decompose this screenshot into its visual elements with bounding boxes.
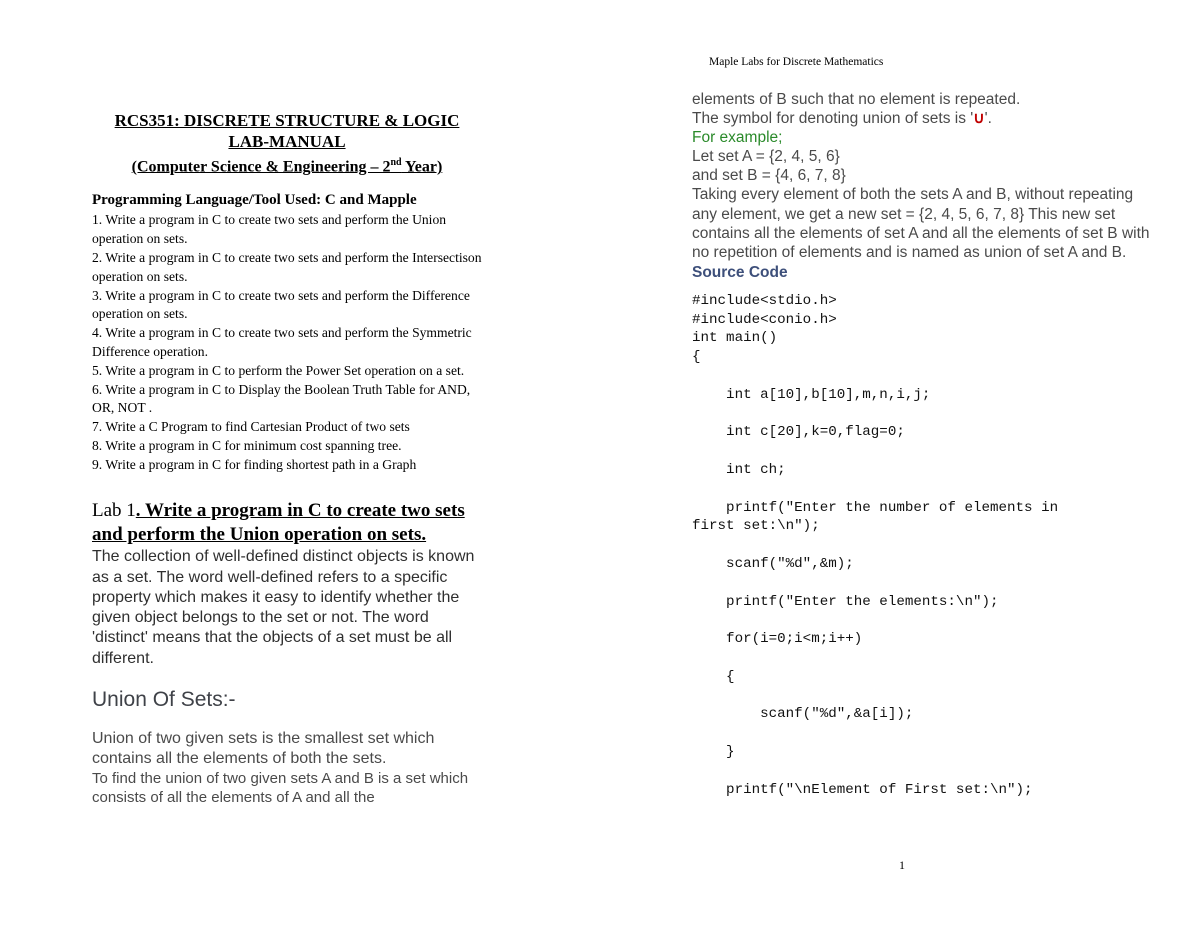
running-header: Maple Labs for Discrete Mathematics [709,56,884,68]
union-symbol: ∪ [973,110,985,128]
symbol-end: '. [984,110,992,128]
branch-year-end: Year) [401,158,443,176]
task-item: 4. Write a program in C to create two sets and perform the Symmetric Difference operation. [92,325,472,359]
source-code-heading: Source Code [692,263,788,281]
task-item: 3. Write a program in C to create two sets and perform the Difference operation on sets. [92,287,470,322]
branch-year [92,152,482,177]
task-item: 8. Write a program in C for minimum cost spanning tree. [92,437,402,453]
task-list [92,211,482,474]
right-column [692,90,1162,799]
left-column [92,110,482,807]
symbol-text: The symbol for denoting union of sets is ' [692,110,974,128]
lab-heading [92,499,482,547]
manual-title: LAB-MANUAL [228,132,346,151]
branch-year-sup: nd [390,157,402,168]
page-number: 1 [899,858,905,872]
programming-heading: Programming Language/Tool Used: C and Mapple [92,192,417,209]
lab-title: . Write a program in C to create two sets and perform the Union operation on sets. [92,500,465,546]
task-item: 2. Write a program in C to create two sets and perform the Intersectison operation on sets. [92,249,482,284]
example-label: For example; [692,129,783,147]
union-symbol-line [692,109,1162,128]
task-item: 5. Write a program in C to perform the Power Set operation on a set. [92,362,465,378]
task-item: 9. Write a program in C for finding shortest path in a Graph [92,456,417,472]
branch-year-text: (Computer Science & Engineering – 2 [131,158,391,176]
lab-number: Lab 1 [92,500,136,522]
task-item: 6. Write a program in C to Display the Boolean Truth Table for AND, OR, NOT . [92,381,471,416]
union-paragraph: Union of two given sets is the smallest set which contains all the elements of both the sets. [92,729,435,767]
set-b: and set B = {4, 6, 7, 8} [692,167,846,185]
union-explanation: Taking every element of both the sets A and B, without repeating any element, we get a new set = {2, 4, 5, 6, 7, 8} This new set contains all the elements of set A and all the elements of set B with no repetition of elements and is named as union of set A and B. [692,186,1150,261]
course-title: RCS351: DISCRETE STRUCTURE & LOGIC [114,111,460,130]
union-heading: Union Of Sets:- [92,687,236,711]
set-a: Let set A = {2, 4, 5, 6} [692,148,840,166]
set-definition: The collection of well-defined distinct objects is known as a set. The word well-defined refers to a specific property which makes it easy to identify whether the given object belongs to the set or not. The word 'distinct' means that the objects of a set must be all different. [92,548,475,667]
task-item: 1. Write a program in C to create two sets and perform the Union operation on sets. [92,212,447,247]
union-paragraph-2: To find the union of two given sets A and B is a set which consists of all the elements of A and all the [92,769,469,806]
source-code-block: #include<stdio.h> #include<conio.h> int main() { int a[10],b[10],m,n,i,j; int c[20],k=0,flag=0; int ch; printf("Enter the number of elements in first set:\n"); scanf("%d",&m); printf("Enter the elements:\n"); for(i=0;i<m;i++) { scanf("%d",&a[i]); } printf("\nElement of First set:\n"); [692,292,1059,798]
union-continued: elements of B such that no element is repeated. [692,91,1021,108]
task-item: 7. Write a C Program to find Cartesian Product of two sets [92,419,410,435]
